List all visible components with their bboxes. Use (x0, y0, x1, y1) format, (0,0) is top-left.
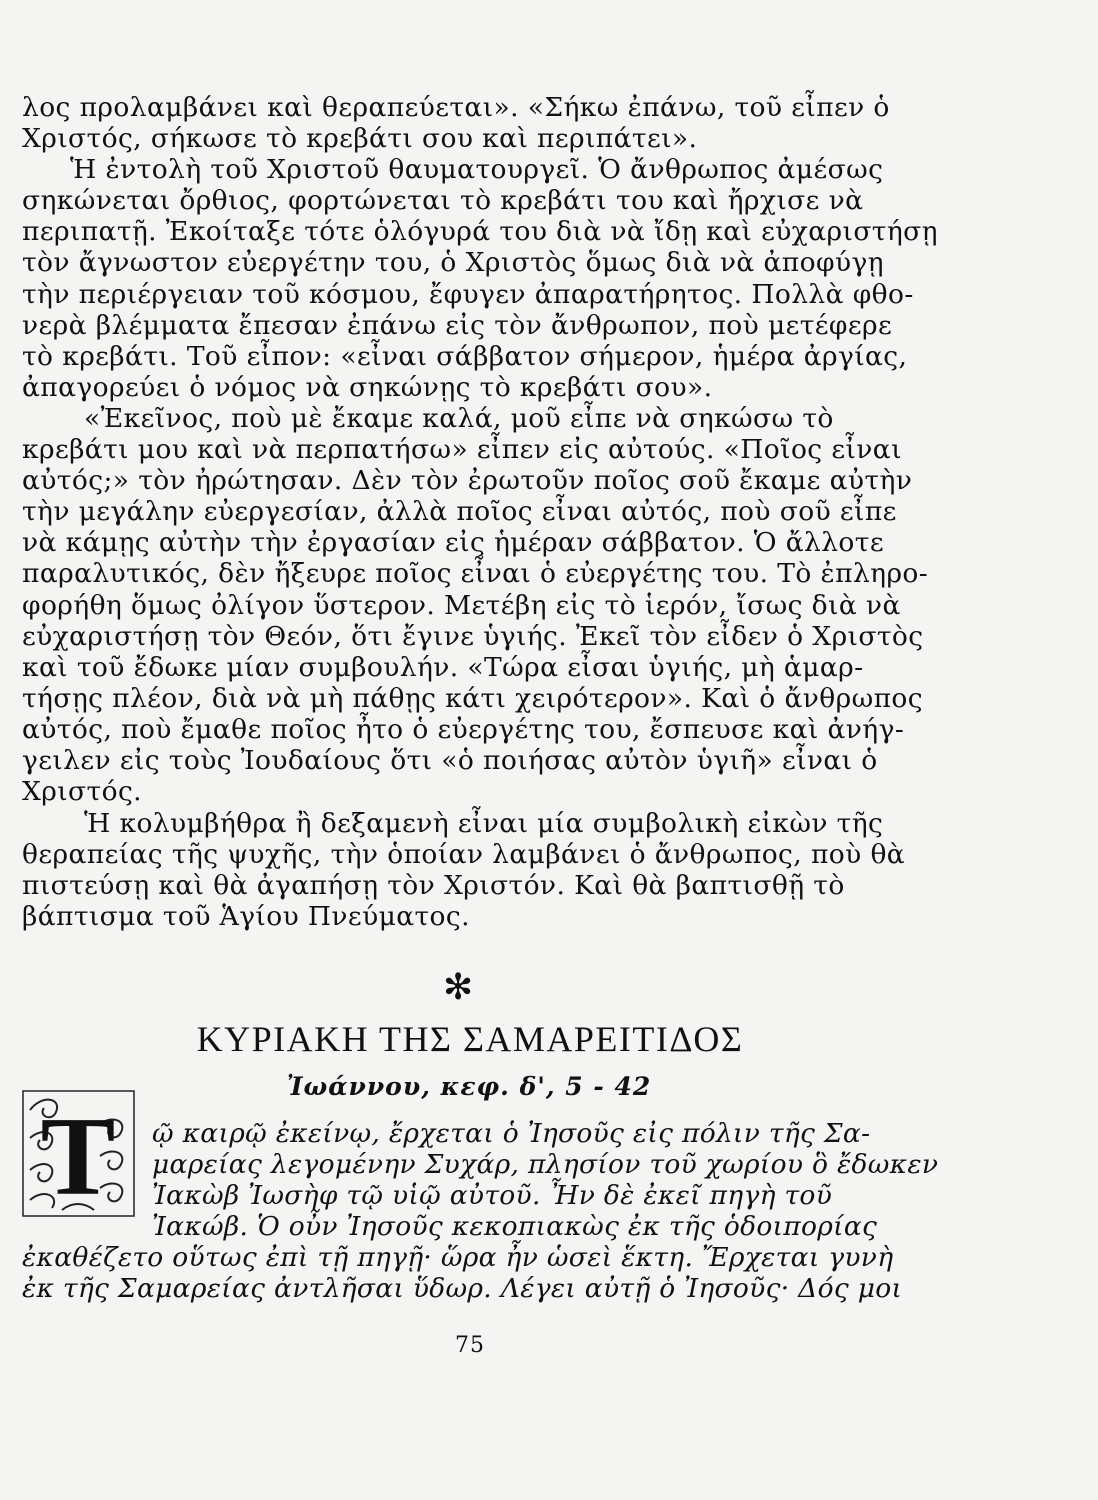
text-line: τήσῃς πλέον, διὰ νὰ μὴ πάθῃς κάτι χειρότερον». Καὶ ὁ ἄνθρωπος (22, 682, 924, 714)
text-line: παραλυτικός, δὲν ἤξευρε ποῖος εἶναι ὁ εὐεργέτης του. Τὸ ἐπληρο- (22, 558, 929, 590)
text-line: Ἡ κολυμβήθρα ἢ δεξαμενὴ εἶναι μία συμβολικὴ εἰκὼν τῆς (84, 808, 884, 839)
text-line: νὰ κάμῃς αὐτὴν τὴν ἐργασίαν εἰς ἡμέραν σάββατον. Ὁ ἄλλοτε (22, 527, 884, 559)
text-line: μαρείας λεγομένην Συχάρ, πλησίον τοῦ χωρίου ὃ ἔδωκεν (152, 1149, 939, 1180)
text-line: ῷ καιρῷ ἐκείνῳ, ἔρχεται ὁ Ἰησοῦς εἰς πόλιν τῆς Σα- (152, 1118, 871, 1149)
text-line: πιστεύσῃ καὶ θὰ ἀγαπήσῃ τὸν Χριστόν. Καὶ θὰ βαπτισθῇ τὸ (22, 870, 845, 902)
text-line: νερὰ βλέμματα ἔπεσαν ἐπάνω εἰς τὸν ἄνθρωπον, ποὺ μετέφερε (22, 309, 893, 341)
text-line: σηκώνεται ὄρθιος, φορτώνεται τὸ κρεβάτι του καὶ ἤρχισε νὰ (22, 185, 864, 217)
text-line: φορήθη ὅμως ὀλίγον ὕστερον. Μετέβη εἰς τὸ ἱερόν, ἴσως διὰ νὰ (22, 589, 901, 621)
text-line: Ἰακώβ. Ὁ οὖν Ἰησοῦς κεκοπιακὼς ἐκ τῆς ὁδοιπορίας (152, 1211, 878, 1242)
paragraph-who-healed-you (22, 403, 929, 808)
text-line: τὴν μεγάλην εὐεργεσίαν, ἀλλὰ ποῖος εἶναι αὐτός, ποὺ σοῦ εἶπε (22, 496, 897, 528)
text-line: τὸν ἄγνωστον εὐεργέτην του, ὁ Χριστὸς ὅμως διὰ νὰ ἀποφύγῃ (22, 247, 884, 279)
text-line: ἀπαγορεύει ὁ νόμος νὰ σηκώνῃς τὸ κρεβάτι σου». (22, 371, 713, 403)
text-line: Ἰακὼβ Ἰωσὴφ τῷ υἱῷ αὐτοῦ. Ἦν δὲ ἐκεῖ πηγὴ τοῦ (152, 1180, 833, 1211)
text-line: βάπτισμα τοῦ Ἁγίου Πνεύματος. (22, 901, 470, 933)
text-line: κρεβάτι μου καὶ νὰ περπατήσω» εἶπεν εἰς αὐτούς. «Ποῖος εἶναι (22, 434, 902, 466)
scripture-reference: Ἰωάννου, κεφ. δ', 5 - 42 (286, 1072, 652, 1101)
text-line: τὴν περιέργειαν τοῦ κόσμου, ἔφυγεν ἀπαρατήρητος. Πολλὰ φθο- (22, 278, 914, 310)
svg-text:T: T (40, 1095, 116, 1217)
paragraph-healing-of-paralytic (22, 92, 938, 403)
text-line: εὐχαριστήσῃ τὸν Θεόν, ὅτι ἔγινε ὑγιής. Ἐκεῖ τὸν εἶδεν ὁ Χριστὸς (22, 620, 924, 652)
text-line: λος προλαμβάνει καὶ θεραπεύεται». «Σήκω ἐπάνω, τοῦ εἶπεν ὁ (22, 92, 890, 123)
text-line: θεραπείας τῆς ψυχῆς, τὴν ὁποίαν λαμβάνει ὁ ἄνθρωπος, ποὺ θὰ (22, 839, 906, 871)
text-line: Χριστός. (22, 776, 143, 808)
text-line: «Ἐκεῖνος, ποὺ μὲ ἔκαμε καλά, μοῦ εἶπε νὰ σηκώσω τὸ (84, 403, 834, 434)
text-line: τὸ κρεβάτι. Τοῦ εἶπον: «εἶναι σάββατον σήμερον, ἡμέρα ἀργίας, (22, 340, 908, 372)
text-line: περιπατῇ. Ἐκοίταξε τότε ὁλόγυρά του διὰ νὰ ἴδῃ καὶ εὐχαριστήσῃ (22, 216, 938, 248)
text-line: καὶ τοῦ ἔδωκε μίαν συμβουλήν. «Τώρα εἶσαι ὑγιής, μὴ ἁμαρ- (22, 651, 864, 683)
text-line: αὐτός, ποὺ ἔμαθε ποῖος ἦτο ὁ εὐεργέτης του, ἔσπευσε καὶ ἀνήγ- (22, 713, 905, 745)
asterism-separator: ✻ (443, 967, 474, 1008)
gospel-reading-text (22, 1118, 939, 1304)
paragraph-pool-symbolism (22, 808, 922, 932)
text-line: γειλεν εἰς τοὺς Ἰουδαίους ὅτι «ὁ ποιήσας αὐτὸν ὑγιῆ» εἶναι ὁ (22, 745, 878, 777)
text-line: ἐκ τῆς Σαμαρείας ἀντλῆσαι ὕδωρ. Λέγει αὐτῇ ὁ Ἰησοῦς· Δός μοι (22, 1273, 903, 1304)
text-line: Χριστός, σήκωσε τὸ κρεβάτι σου καὶ περιπάτει». (22, 123, 698, 155)
text-line: αὐτός;» τὸν ἠρώτησαν. Δὲν τὸν ἐρωτοῦν ποῖος σοῦ ἔκαμε αὐτὴν (22, 465, 913, 497)
text-line: Ἡ ἐντολὴ τοῦ Χριστοῦ θαυματουργεῖ. Ὁ ἄνθρωπος ἀμέσως (70, 154, 884, 186)
page-number: 75 (455, 1333, 485, 1358)
section-title: ΚΥΡΙΑΚΗ ΤΗΣ ΣΑΜΑΡΕΙΤΙΔΟΣ (196, 1019, 744, 1059)
text-line: ἐκαθέζετο οὕτως ἐπὶ τῇ πηγῇ· ὥρα ἦν ὡσεὶ ἕκτη. Ἔρχεται γυνὴ (22, 1242, 894, 1273)
